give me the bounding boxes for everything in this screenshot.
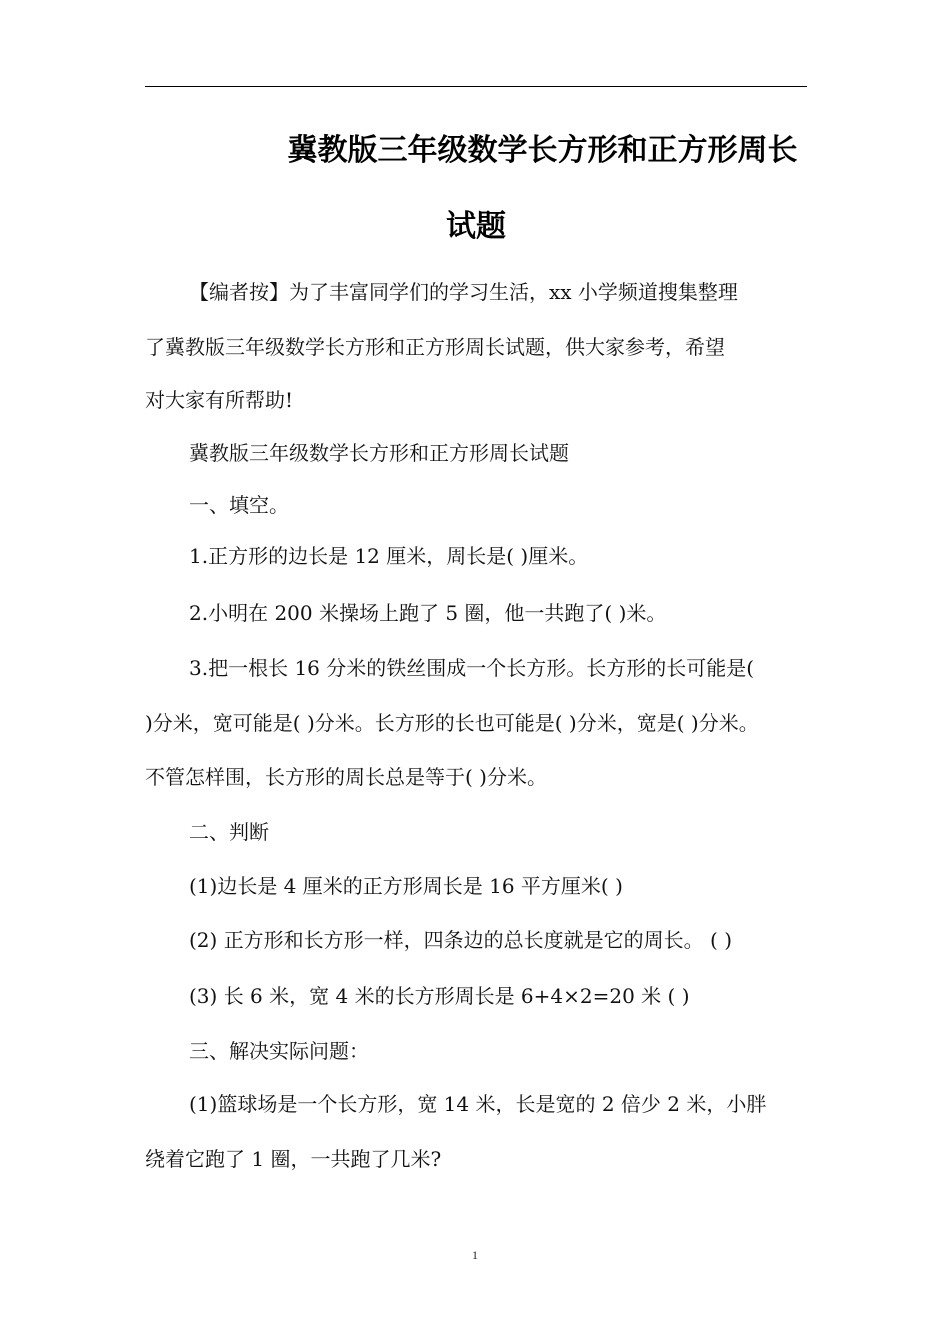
document-title-line-1: 冀教版三年级数学长方形和正方形周长 <box>287 133 798 168</box>
part-one-heading: 一、填空。 <box>189 493 289 517</box>
part-two-heading: 二、判断 <box>189 820 269 844</box>
header-rule <box>145 86 807 87</box>
section-heading: 冀教版三年级数学长方形和正方形周长试题 <box>189 441 569 465</box>
question-3-line-1: 3.把一根长 16 分米的铁丝围成一个长方形。长方形的长可能是( <box>189 656 755 680</box>
document-title-line-2: 试题 <box>446 209 506 244</box>
part-three-heading: 三、解决实际问题： <box>189 1039 369 1063</box>
question-3-line-2: )分米，宽可能是( )分米。长方形的长也可能是( )分米，宽是( )分米。 <box>145 711 759 735</box>
judgement-1: (1)边长是 4 厘米的正方形周长是 16 平方厘米( ) <box>189 874 623 898</box>
editor-note-line-3: 对大家有所帮助! <box>145 388 294 412</box>
page-number: 1 <box>472 1248 478 1262</box>
editor-note-line-2: 了冀教版三年级数学长方形和正方形周长试题，供大家参考，希望 <box>145 335 725 359</box>
question-2: 2.小明在 200 米操场上跑了 5 圈，他一共跑了( )米。 <box>189 601 667 625</box>
question-1: 1.正方形的边长是 12 厘米，周长是( )厘米。 <box>189 544 589 568</box>
problem-1-line-2: 绕着它跑了 1 圈，一共跑了几米? <box>145 1147 442 1171</box>
judgement-3: (3) 长 6 米，宽 4 米的长方形周长是 6+4×2=20 米 ( ) <box>189 984 690 1008</box>
judgement-2: (2) 正方形和长方形一样，四条边的总长度就是它的周长。 ( ) <box>189 928 733 952</box>
problem-1-line-1: (1)篮球场是一个长方形，宽 14 米，长是宽的 2 倍少 2 米，小胖 <box>189 1092 767 1116</box>
editor-note-line-1: 【编者按】为了丰富同学们的学习生活，xx 小学频道搜集整理 <box>189 280 738 304</box>
question-3-line-3: 不管怎样围，长方形的周长总是等于( )分米。 <box>145 765 547 789</box>
